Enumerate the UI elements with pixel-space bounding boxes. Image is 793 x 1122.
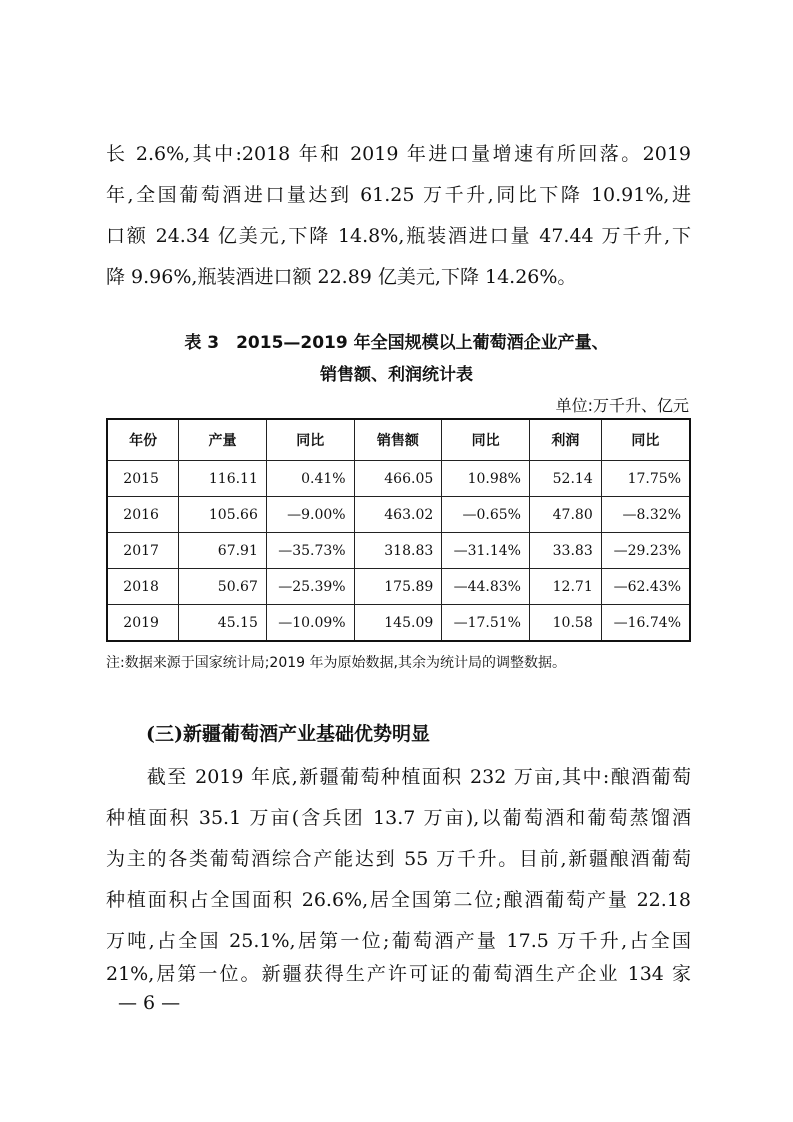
- cell-year: 2015: [107, 461, 179, 497]
- cell-sales: 145.09: [354, 605, 442, 642]
- table-row: [107, 569, 690, 605]
- cell-profit: 47.80: [529, 497, 601, 533]
- header-sales-yoy: 同比: [442, 419, 530, 461]
- cell-output-yoy: —25.39%: [266, 569, 354, 605]
- body-line: 种植面积 35.1 万亩(含兵团 13.7 万亩),以葡萄酒和葡萄蒸馏酒: [106, 807, 691, 829]
- intro-line: 口额 24.34 亿美元,下降 14.8%,瓶装酒进口量 47.44 万千升,下: [106, 225, 691, 247]
- cell-sales: 466.05: [354, 461, 442, 497]
- section-heading: (三)新疆葡萄酒产业基础优势明显: [146, 723, 430, 745]
- table-row: [107, 605, 690, 642]
- cell-profit-yoy: 17.75%: [601, 461, 690, 497]
- cell-profit: 10.58: [529, 605, 601, 642]
- intro-line: 降 9.96%,瓶装酒进口额 22.89 亿美元,下降 14.26%。: [106, 266, 577, 288]
- page-number: — 6 —: [118, 992, 181, 1014]
- wine-statistics-table: [106, 418, 691, 642]
- header-output-yoy: 同比: [266, 419, 354, 461]
- body-line: 万吨,占全国 25.1%,居第一位;葡萄酒产量 17.5 万千升,占全国: [106, 930, 691, 952]
- cell-profit: 33.83: [529, 533, 601, 569]
- table-header-row: [107, 419, 690, 461]
- cell-output-yoy: —10.09%: [266, 605, 354, 642]
- body-line: 截至 2019 年底,新疆葡萄种植面积 232 万亩,其中:酿酒葡萄: [106, 766, 691, 788]
- cell-sales-yoy: —17.51%: [442, 605, 530, 642]
- intro-line: 年,全国葡萄酒进口量达到 61.25 万千升,同比下降 10.91%,进: [106, 184, 691, 206]
- cell-sales-yoy: —44.83%: [442, 569, 530, 605]
- header-output: 产量: [179, 419, 267, 461]
- header-profit: 利润: [529, 419, 601, 461]
- body-line: 种植面积占全国面积 26.6%,居全国第二位;酿酒葡萄产量 22.18: [106, 889, 691, 911]
- cell-profit: 12.71: [529, 569, 601, 605]
- cell-profit-yoy: —16.74%: [601, 605, 690, 642]
- cell-year: 2016: [107, 497, 179, 533]
- cell-year: 2018: [107, 569, 179, 605]
- cell-profit-yoy: —8.32%: [601, 497, 690, 533]
- cell-output: 50.67: [179, 569, 267, 605]
- cell-profit-yoy: —62.43%: [601, 569, 690, 605]
- cell-profit-yoy: —29.23%: [601, 533, 690, 569]
- cell-sales: 463.02: [354, 497, 442, 533]
- cell-output-yoy: —35.73%: [266, 533, 354, 569]
- cell-output-yoy: 0.41%: [266, 461, 354, 497]
- body-line: 21%,居第一位。新疆获得生产许可证的葡萄酒生产企业 134 家: [106, 963, 691, 985]
- cell-sales-yoy: —31.14%: [442, 533, 530, 569]
- cell-output: 45.15: [179, 605, 267, 642]
- body-line: 为主的各类葡萄酒综合产能达到 55 万千升。目前,新疆酿酒葡萄: [106, 848, 691, 870]
- intro-line: 长 2.6%,其中:2018 年和 2019 年进口量增速有所回落。2019: [106, 143, 691, 165]
- table-caption-line2: 销售额、利润统计表: [320, 365, 473, 385]
- cell-output-yoy: —9.00%: [266, 497, 354, 533]
- cell-sales: 318.83: [354, 533, 442, 569]
- table-unit: 单位:万千升、亿元: [555, 396, 689, 415]
- cell-profit: 52.14: [529, 461, 601, 497]
- table-row: [107, 497, 690, 533]
- cell-sales-yoy: 10.98%: [442, 461, 530, 497]
- cell-output: 116.11: [179, 461, 267, 497]
- cell-output: 67.91: [179, 533, 267, 569]
- header-sales: 销售额: [354, 419, 442, 461]
- header-profit-yoy: 同比: [601, 419, 690, 461]
- cell-sales-yoy: —0.65%: [442, 497, 530, 533]
- table-row: [107, 461, 690, 497]
- cell-year: 2019: [107, 605, 179, 642]
- table-row: [107, 533, 690, 569]
- cell-sales: 175.89: [354, 569, 442, 605]
- table-caption-line1: 表 3 2015—2019 年全国规模以上葡萄酒企业产量、: [184, 333, 609, 353]
- cell-output: 105.66: [179, 497, 267, 533]
- table-note: 注:数据来源于国家统计局;2019 年为原始数据,其余为统计局的调整数据。: [106, 655, 566, 671]
- header-year: 年份: [107, 419, 179, 461]
- cell-year: 2017: [107, 533, 179, 569]
